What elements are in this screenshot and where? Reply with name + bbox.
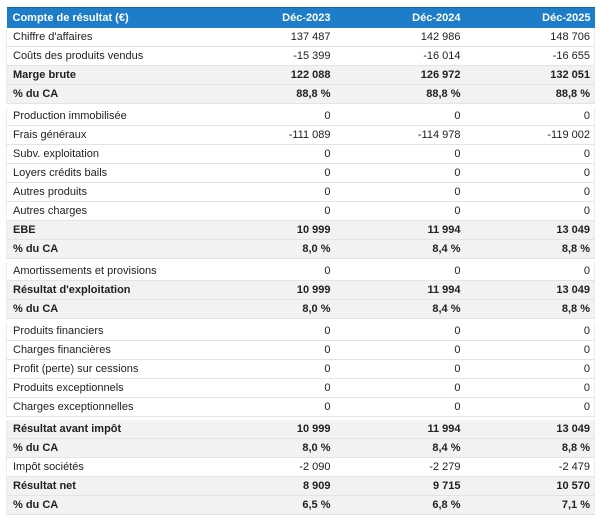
table-title: Compte de résultat (€) (7, 8, 205, 29)
row-value: 0 (335, 164, 465, 183)
row-value: 88,8 % (335, 85, 465, 104)
row-label: Coûts des produits vendus (7, 47, 205, 66)
row-value: 0 (335, 262, 465, 281)
row-value: 0 (465, 145, 595, 164)
table-row (7, 322, 595, 341)
row-value: 8,0 % (205, 300, 335, 319)
column-header-dec-2024: Déc-2024 (335, 8, 465, 29)
table-row (7, 66, 595, 85)
row-value: 0 (205, 145, 335, 164)
row-value: 0 (335, 183, 465, 202)
row-label: Produits exceptionnels (7, 379, 205, 398)
table-row (7, 300, 595, 319)
row-label: Marge brute (7, 66, 205, 85)
row-value: -2 090 (205, 458, 335, 477)
table-row (7, 107, 595, 126)
table-row (7, 281, 595, 300)
table-row (7, 496, 595, 515)
row-value: 11 994 (335, 281, 465, 300)
row-value: 0 (205, 262, 335, 281)
table-row (7, 183, 595, 202)
row-value: 137 487 (205, 28, 335, 47)
row-label: Impôt sociétés (7, 458, 205, 477)
row-value: 8,0 % (205, 240, 335, 259)
row-label: Loyers crédits bails (7, 164, 205, 183)
table-row (7, 126, 595, 145)
row-label: Résultat net (7, 477, 205, 496)
table-row (7, 85, 595, 104)
row-value: 148 706 (465, 28, 595, 47)
table-row (7, 28, 595, 47)
row-label: Production immobilisée (7, 107, 205, 126)
row-value: 0 (465, 322, 595, 341)
row-value: 0 (465, 341, 595, 360)
row-value: 122 088 (205, 66, 335, 85)
row-label: Frais généraux (7, 126, 205, 145)
row-value: 10 999 (205, 420, 335, 439)
table-row (7, 262, 595, 281)
row-label: Autres produits (7, 183, 205, 202)
row-value: 8,8 % (465, 240, 595, 259)
row-value: -111 089 (205, 126, 335, 145)
row-value: 0 (465, 379, 595, 398)
row-value: 0 (335, 322, 465, 341)
table-row (7, 439, 595, 458)
row-value: 0 (335, 202, 465, 221)
row-label: Profit (perte) sur cessions (7, 360, 205, 379)
row-value: 0 (465, 164, 595, 183)
row-label: EBE (7, 221, 205, 240)
table-row (7, 360, 595, 379)
row-value: 0 (465, 202, 595, 221)
row-label: Chiffre d'affaires (7, 28, 205, 47)
row-value: 8,0 % (205, 439, 335, 458)
row-value: -15 399 (205, 47, 335, 66)
row-label: Charges financières (7, 341, 205, 360)
row-value: -119 002 (465, 126, 595, 145)
table-row (7, 47, 595, 66)
row-label: % du CA (7, 496, 205, 515)
row-value: 8,8 % (465, 439, 595, 458)
row-label: Résultat avant impôt (7, 420, 205, 439)
row-value: 0 (205, 360, 335, 379)
row-label: % du CA (7, 300, 205, 319)
row-value: 6,5 % (205, 496, 335, 515)
row-value: 0 (465, 183, 595, 202)
row-label: % du CA (7, 85, 205, 104)
row-value: 0 (335, 145, 465, 164)
row-value: 7,1 % (465, 496, 595, 515)
row-value: 8 909 (205, 477, 335, 496)
row-value: 10 999 (205, 221, 335, 240)
income-statement-table (6, 7, 595, 515)
row-label: % du CA (7, 439, 205, 458)
row-value: 10 570 (465, 477, 595, 496)
row-value: 0 (205, 202, 335, 221)
table-row (7, 240, 595, 259)
row-label: Produits financiers (7, 322, 205, 341)
row-value: -2 479 (465, 458, 595, 477)
table-row (7, 145, 595, 164)
column-header-dec-2023: Déc-2023 (205, 8, 335, 29)
table-row (7, 458, 595, 477)
table-row (7, 221, 595, 240)
row-value: 13 049 (465, 281, 595, 300)
row-value: 8,4 % (335, 240, 465, 259)
row-value: 8,4 % (335, 439, 465, 458)
row-value: 13 049 (465, 420, 595, 439)
column-header-dec-2025: Déc-2025 (465, 8, 595, 29)
row-value: 88,8 % (465, 85, 595, 104)
row-value: -16 014 (335, 47, 465, 66)
row-label: Charges exceptionnelles (7, 398, 205, 417)
row-value: 8,8 % (465, 300, 595, 319)
row-value: 126 972 (335, 66, 465, 85)
row-value: 8,4 % (335, 300, 465, 319)
row-value: 11 994 (335, 221, 465, 240)
table-row (7, 164, 595, 183)
table-row (7, 341, 595, 360)
row-value: 0 (335, 379, 465, 398)
row-value: 0 (205, 322, 335, 341)
row-value: 10 999 (205, 281, 335, 300)
table-header-row (7, 8, 595, 29)
row-label: % du CA (7, 240, 205, 259)
row-label: Autres charges (7, 202, 205, 221)
row-value: -16 655 (465, 47, 595, 66)
row-value: 0 (465, 398, 595, 417)
table-row (7, 398, 595, 417)
row-label: Amortissements et provisions (7, 262, 205, 281)
row-value: -114 978 (335, 126, 465, 145)
row-label: Subv. exploitation (7, 145, 205, 164)
row-value: 132 051 (465, 66, 595, 85)
row-label: Résultat d'exploitation (7, 281, 205, 300)
row-value: 0 (205, 341, 335, 360)
row-value: 88,8 % (205, 85, 335, 104)
row-value: 0 (205, 379, 335, 398)
table-row (7, 477, 595, 496)
row-value: 142 986 (335, 28, 465, 47)
row-value: 0 (465, 107, 595, 126)
row-value: -2 279 (335, 458, 465, 477)
table-row (7, 202, 595, 221)
row-value: 6,8 % (335, 496, 465, 515)
row-value: 0 (465, 360, 595, 379)
row-value: 0 (335, 360, 465, 379)
row-value: 13 049 (465, 221, 595, 240)
row-value: 0 (335, 107, 465, 126)
row-value: 0 (205, 164, 335, 183)
table-row (7, 420, 595, 439)
table-body (7, 28, 595, 515)
row-value: 0 (465, 262, 595, 281)
row-value: 9 715 (335, 477, 465, 496)
row-value: 0 (335, 341, 465, 360)
row-value: 0 (205, 183, 335, 202)
row-value: 11 994 (335, 420, 465, 439)
row-value: 0 (335, 398, 465, 417)
row-value: 0 (205, 107, 335, 126)
table-row (7, 379, 595, 398)
row-value: 0 (205, 398, 335, 417)
